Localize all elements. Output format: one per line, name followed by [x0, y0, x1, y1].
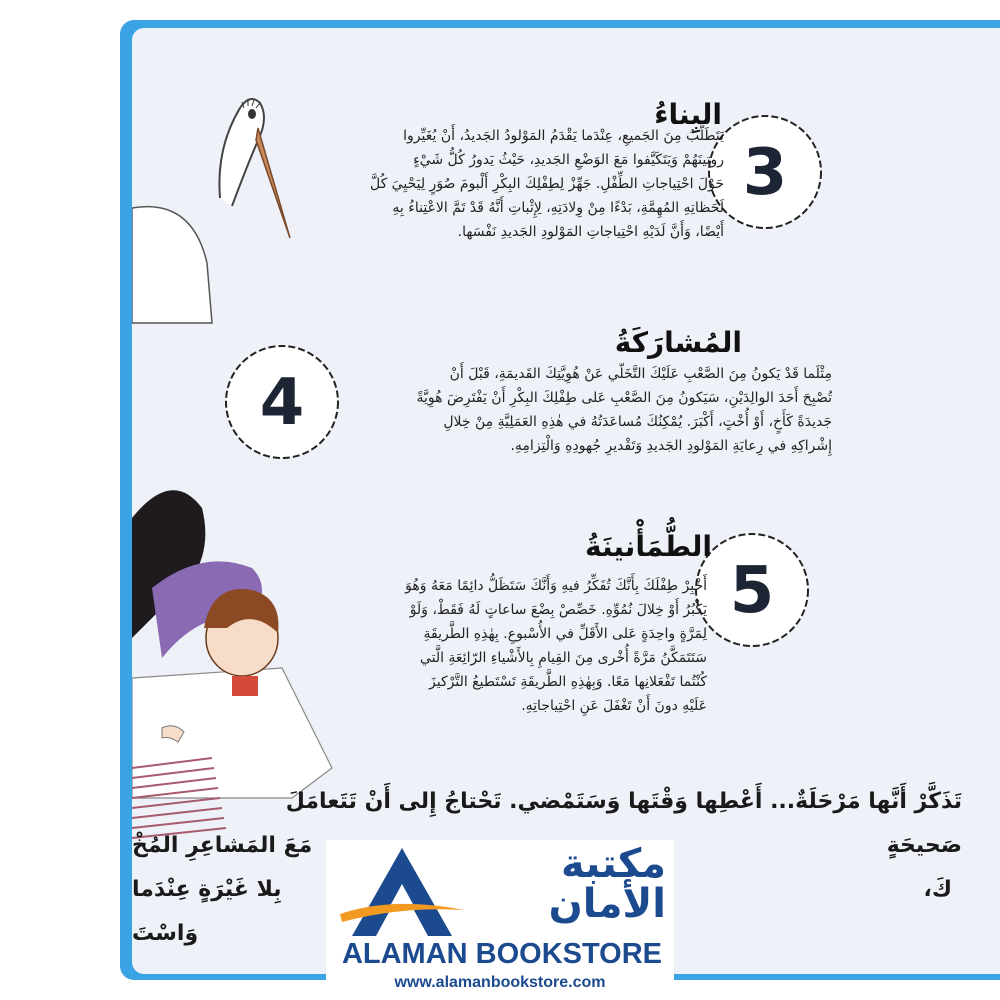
section-3-paragraph — [284, 124, 724, 244]
section-4-number: 4 — [259, 366, 305, 440]
section-5-title: الطُّمَأْنينَةُ — [584, 530, 712, 563]
section-5-number: 5 — [729, 554, 775, 628]
section-4-badge — [220, 340, 344, 464]
paragraph-line: مِثْلَما قَدْ يَكونُ مِنَ الصَّعْبِ عَلَيْكَ التَّخَلّي عَنْ هُوِيَّتِكَ القَديمَةِ، قَبْلَ أَنْ — [449, 366, 832, 382]
section-4-paragraph — [362, 362, 832, 458]
paragraph-line: يَكْبُرُ أَوْ خِلالَ نُمُوِّهِ. خَصِّصْ بِضْعَ ساعاتٍ لَهُ فَقَطْ، وَلَوْ — [409, 602, 707, 618]
logo-english-text: ALAMAN BOOKSTORE — [341, 938, 663, 970]
paragraph-line: جَديدَةً كَأَخٍ، أَوْ أُخْتٍ، أَكْبَرَ. يُمْكِنُكَ مُساعَدَتُهُ في هٰذِهِ العَمَلِيَّةِ مِنْ خِلالِ — [443, 414, 832, 430]
paragraph-line: أَخْبِرْ طِفْلَكَ بِأَنَّكَ تُفَكِّرُ فيهِ وَأَنَّكَ سَتَظَلُّ دائِمًا مَعَهُ وَهُوَ — [405, 578, 707, 594]
section-3-title: البِناءُ — [654, 98, 722, 131]
bookstore-logo — [326, 840, 674, 998]
footer-line-2-end: صَحيحَةٍ — [886, 833, 962, 858]
stork-illustration — [132, 88, 302, 328]
paragraph-line: يَتَطَلَّبُ مِنَ الجَميعِ، عِنْدَما يَقْدَمُ المَوْلودُ الجَديدُ، أَنْ يُغَيِّروا — [403, 128, 724, 144]
footer-line-3-end: كَ، — [923, 877, 952, 902]
footer-line-2-start: مَعَ المَشاعِرِ المُخْ — [132, 833, 313, 858]
paragraph-line: سَتَتَمَكَّنُ مَرَّةً أُخْرى مِنَ القِيامِ بِالأَشْياءِ الرّائِعَةِ الَّتي — [419, 650, 707, 666]
paragraph-line: أَيْضًا، وَأَنَّ لَدَيْهِ احْتِياجاتِ المَوْلودِ الجَديدِ نَفْسَها. — [457, 224, 724, 240]
section-3-number: 3 — [742, 136, 788, 210]
logo-arabic-text: مكتبة الأمان — [548, 841, 666, 927]
logo-url[interactable]: www.alamanbookstore.com — [394, 974, 606, 991]
footer-line-4-start: وَاسْتَ — [132, 921, 199, 946]
paragraph-line: إِشْراكِهِ في رِعايَةِ المَوْلودِ الجَديدِ وَتَقْديرِ جُهودِهِ وَالْتِزامِهِ. — [510, 438, 832, 454]
book-page — [132, 28, 1000, 974]
logo-a-emblem — [332, 844, 472, 940]
paragraph-line: روتينَهُمْ وَيَتَكَيَّفوا مَعَ الوَضْعِ الجَديدِ، حَيْثُ يَدورُ كُلُّ شَيْءٍ — [413, 152, 724, 168]
footer-line-1: تَذَكَّرْ أَنَّها مَرْحَلَةٌ... أَعْطِها وَقْتَها وَسَتَمْضي. تَحْتاجُ إِلى أَنْ تَتَعامَلَ — [285, 789, 962, 814]
paragraph-line: حَوْلَ احْتِياجاتِ الطِّفْلِ. جَهِّزْ لِطِفْلِكَ البِكْرِ أَلْبومَ صُوَرٍ لِيَحْيِيَ كُلَّ — [369, 176, 724, 192]
paragraph-line: لَحَظاتِهِ المُهِمَّةِ، بَدْءًا مِنْ وِلادَتِهِ، لِإِثْباتِ أَنَّهُ قَدْ تَمَّ الاعْتِناءُ بِهِ — [392, 200, 724, 216]
paragraph-line: عَلَيْهِ دونَ أَنْ تَغْفَلَ عَنِ احْتِياجاتِهِ. — [521, 698, 707, 714]
footer-line-3-start: بِلا غَيْرَةٍ عِنْدَما — [132, 877, 282, 902]
paragraph-line: كُنْتُما تَفْعَلانِها مَعًا. وَبِهٰذِهِ الطَّريقَةِ تَسْتَطيعُ التَّرْكيزَ — [429, 674, 707, 690]
section-5-paragraph — [297, 574, 707, 718]
paragraph-line: تُصْبِحَ أَحَدَ الوالِدَيْنِ، سَيَكونُ مِنَ الصَّعْبِ عَلى طِفْلِكَ البِكْرِ أَنْ يَفْتَرِضَ هُوِيَّةً — [416, 390, 832, 406]
section-4-title: المُشارَكَةُ — [614, 326, 742, 359]
paragraph-line: لِمَرَّةٍ واحِدَةٍ عَلى الأَقَلِّ في الأُسْبوعِ. بِهٰذِهِ الطَّريقَةِ — [423, 626, 707, 642]
